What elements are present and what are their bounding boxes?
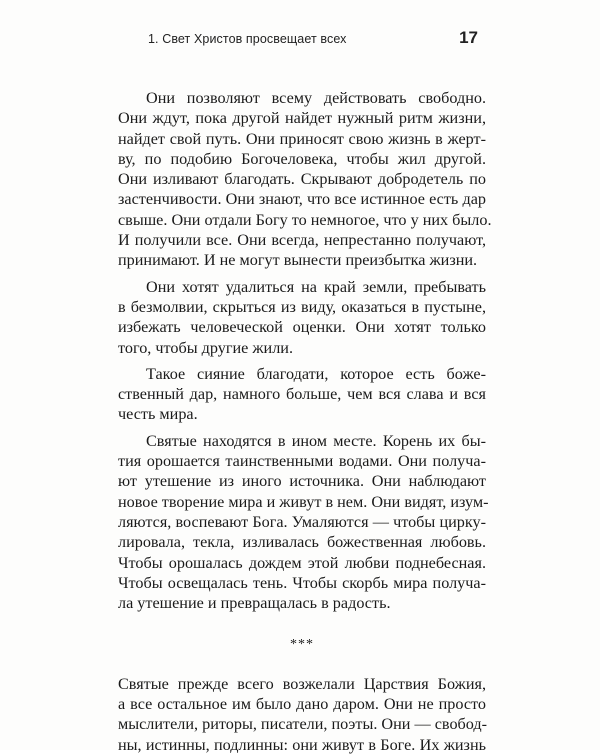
section-paragraph <box>118 674 486 755</box>
text-line: Такое сияние благодати, которое есть боже- <box>146 364 486 383</box>
paragraph-2 <box>118 277 486 358</box>
text-line: ны, истинны, подлинны: они живут в Боге. Их жизнь <box>118 735 486 754</box>
text-line: ла утешение и превращалась в радость. <box>118 594 391 613</box>
text-line: избежать человеческой оценки. Они хотят только <box>118 318 486 337</box>
text-line: лировала, текла, изливалась божественная любовь. <box>118 533 486 552</box>
text-line: Они ждут, пока другой найдет нужный ритм жизни, <box>118 109 486 128</box>
text-line: Они изливают благодать. Скрывают добродетель по <box>118 170 486 189</box>
text-line: ственный дар, намного больше, чем вся слава и вся <box>118 385 486 404</box>
paragraph-4 <box>118 431 489 614</box>
text-line: мыслители, риторы, писатели, поэты. Они — свобод- <box>118 715 488 734</box>
text-line: новое творение мира и живут в нем. Они видят, изум- <box>118 492 489 511</box>
running-title: 1. Свет Христов просвещает всех <box>148 32 347 46</box>
text-line: Чтобы освещалась тень. Чтобы скорбь мира получа- <box>118 573 486 592</box>
text-line: а все остальное им было дано даром. Они не просто <box>118 695 486 714</box>
body-text <box>118 88 492 755</box>
paragraph-3 <box>118 364 486 425</box>
section-divider: *** <box>290 637 314 653</box>
text-line: принимают. И не могут вынести преизбытка жизни. <box>118 251 478 270</box>
text-line: найдет свой путь. Они приносят свою жизнь в жерт- <box>118 129 486 148</box>
text-line: И получили все. Они всегда, непрестанно получают, <box>118 231 486 250</box>
text-line: Святые прежде всего возжелали Царствия Божия, <box>118 674 486 693</box>
text-line: в безмолвии, скрыться из виду, оказаться в пустыне, <box>118 297 486 316</box>
text-line: Святые находятся в ином месте. Корень их бы- <box>146 431 486 450</box>
text-line: ляются, воспевают Бога. Умаляются — чтобы цирку- <box>118 512 486 531</box>
text-line: ву, по подобию Богочеловека, чтобы жил другой. <box>118 149 486 168</box>
text-line: Чтобы орошалась дождем этой любви поднебесная. <box>118 553 486 572</box>
text-line: застенчивости. Они знают, что все истинное есть дар <box>118 190 486 209</box>
text-line: ют утешение из иного источника. Они наблюдают <box>118 472 486 491</box>
text-line: того, чтобы другие жили. <box>118 338 294 357</box>
text-line: Они хотят удалиться на край земли, пребывать <box>146 277 486 296</box>
page-number: 17 <box>459 28 478 47</box>
text-line: свыше. Они отдали Богу то немногое, что у них было. <box>118 210 492 229</box>
text-line: тия орошается таинственными водами. Они получа- <box>118 452 486 471</box>
text-line: честь мира. <box>118 405 198 424</box>
paragraph-1 <box>118 88 492 271</box>
text-line: Они позволяют всему действовать свободно. <box>146 89 486 107</box>
